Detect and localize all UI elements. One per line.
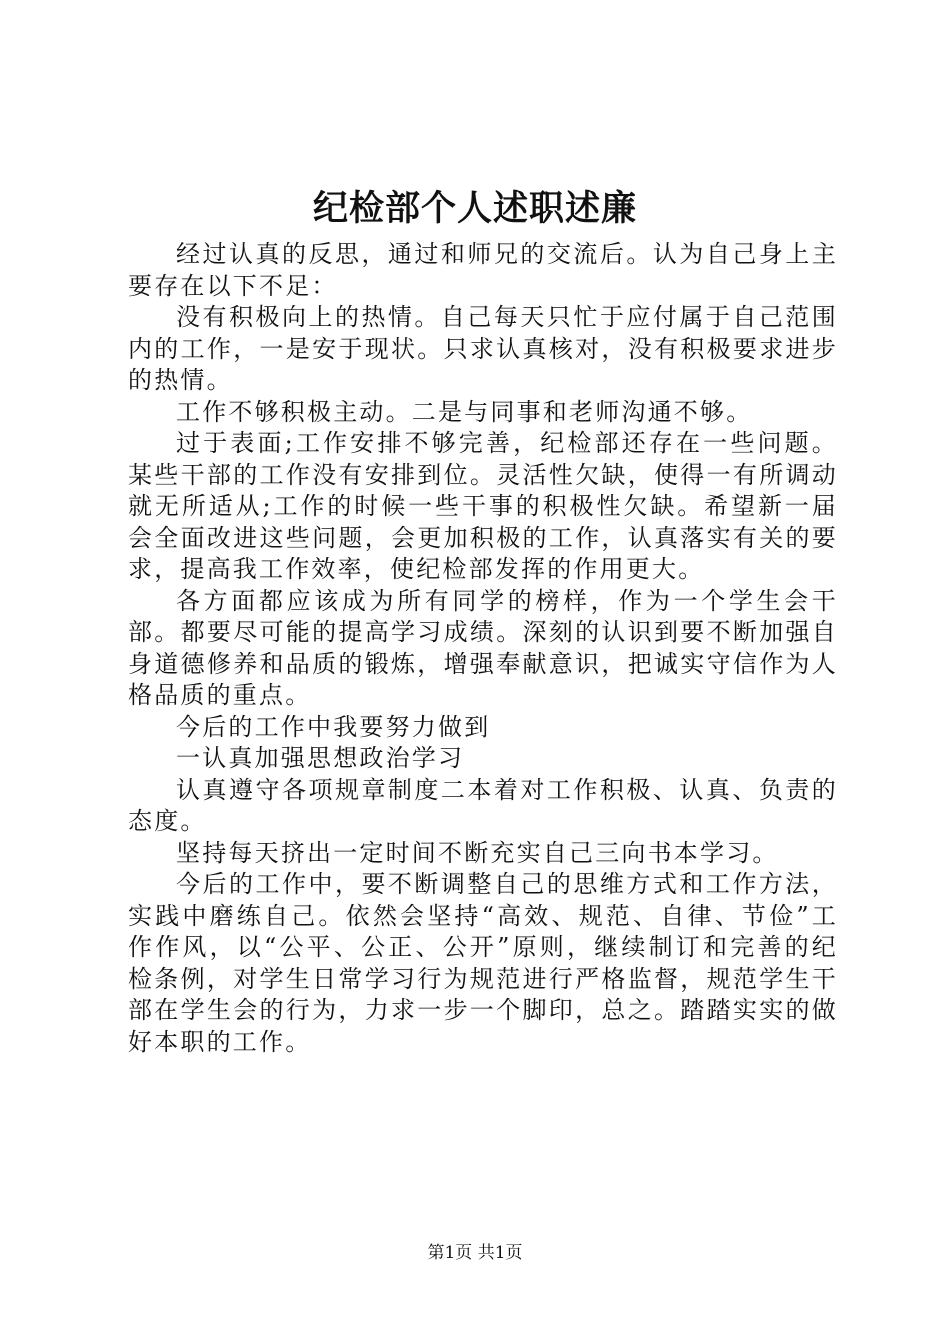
paragraph-6: 今后的工作中我要努力做到 [176, 712, 491, 741]
paragraph-9: 坚持每天挤出一定时间不断充实自己三向书本学习。 [176, 838, 779, 867]
document-title: 纪检部个人述职述廉 [312, 188, 637, 229]
page-number: 第1页 共1页 [427, 1243, 523, 1263]
page-footer [0, 1241, 950, 1265]
paragraph-4: 过于表面;工作安排不够完善，纪检部还存在一些问题。某些干部的工作没有安排到位。灵活性欠缺，使得一有所调动就无所适从;工作的时候一些干事的积极性欠缺。希望新一届会全面改进这些问题，会更加积极的工作，认真落实有关的要求，提高我工作效率，使纪检部发挥的作用更大。 [128, 429, 838, 583]
paragraph-1: 经过认真的反思，通过和师兄的交流后。认为自己身上主要存在以下不足： [128, 240, 838, 300]
paragraph-5: 各方面都应该成为所有同学的榜样，作为一个学生会干部。都要尽可能的提高学习成绩。深刻的认识到要不断加强自身道德修养和品质的锻炼，增强奉献意识，把诚实守信作为人格品质的重点。 [128, 586, 838, 709]
paragraph-8: 认真遵守各项规章制度二本着对工作积极、认真、负责的态度。 [128, 775, 838, 835]
paragraph-3: 工作不够积极主动。二是与同事和老师沟通不够。 [176, 397, 753, 426]
paragraph-2: 没有积极向上的热情。自己每天只忙于应付属于自己范围内的工作，一是安于现状。只求认真核对，没有积极要求进步的热情。 [128, 303, 838, 394]
document-body [128, 239, 838, 1058]
paragraph-10: 今后的工作中，要不断调整自己的思维方式和工作方法，实践中磨练自己。依然会坚持“高效、规范、自律、节俭”工作作风，以“公平、公正、公开”原则，继续制订和完善的纪检条例，对学生日常学习行为规范进行严格监督，规范学生干部在学生会的行为，力求一步一个脚印，总之。踏踏实实的做好本职的工作。 [128, 870, 838, 1056]
paragraph-7: 一认真加强思想政治学习 [176, 744, 465, 772]
